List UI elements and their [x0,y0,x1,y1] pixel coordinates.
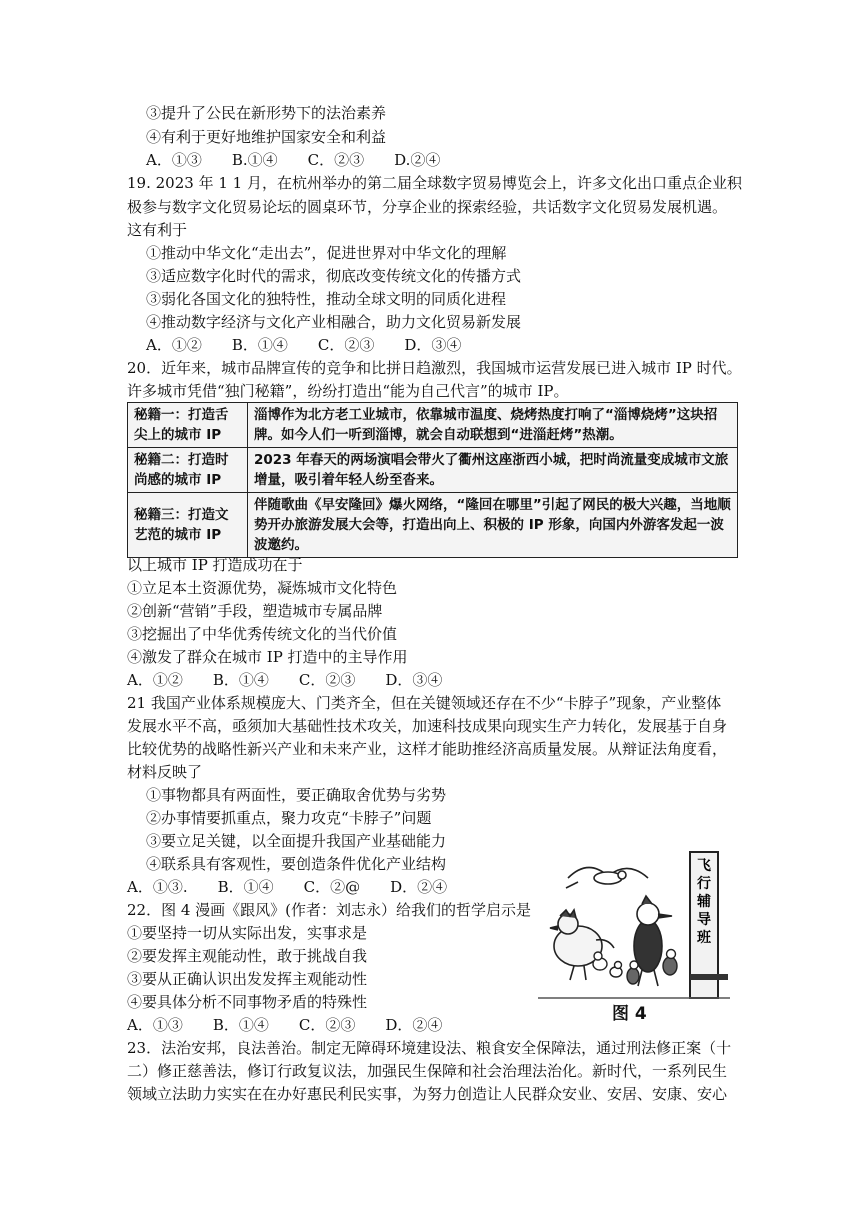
table-key-cell: 秘籍三：打造文艺范的城市 IP [128,493,248,558]
q19-item-3: ③弱化各国文化的独特性，推动全球文明的同质化进程 [146,290,507,308]
q18-options: A．①③ B.①④ C．②③ D.②④ [146,151,441,169]
q23-stem-line-1: 23．法治安邦，良法善治。制定无障碍环境建设法、粮食安全保障法，通过刑法修正案（十 [127,1039,732,1057]
table-value-cell: 淄博作为北方老工业城市，依靠城市温度、烧烤热度打响了“淄博烧烤”这块招牌。如今人们一听到淄博，就会自动联想到“进淄赶烤”热潮。 [248,403,738,448]
table-key-cell: 秘籍二：打造时尚感的城市 IP [128,448,248,493]
q21-stem-line-2: 发展水平不高，亟须加大基础性技术攻关，加速科技成果向现实生产力转化，发展基于自身 [127,717,728,735]
q21-item-2: ②办事情要抓重点，聚力攻克“卡脖子”问题 [146,809,432,827]
flying-bird-icon [566,867,648,888]
chick-icon [593,952,622,977]
table-row [128,403,738,448]
q21-stem-line-4: 材料反映了 [127,763,203,781]
q19-stem-line-2: 极参与数字文化贸易论坛的圆桌环节，分享企业的探索经验，共话数字文化贸易发展机遇。 [127,198,728,216]
q22-options: A．①③ B．①④ C．②③ D．②④ [127,1016,443,1034]
q21-options: A．①③. B．①④ C．②@ D．②④ [127,878,448,896]
q22-stem: 22．图 4 漫画《跟风》(作者：刘志永）给我们的哲学启示是 [127,901,532,919]
q19-item-4: ④推动数字经济与文化产业相融合，助力文化贸易新发展 [146,313,522,331]
q21-item-3: ③要立足关键，以全面提升我国产业基础能力 [146,832,447,850]
table-key-cell: 秘籍一：打造舌尖上的城市 IP [128,403,248,448]
q20-item-2: ②创新“营销”手段，塑造城市专属品牌 [127,602,383,620]
q20-stem-line-2: 许多城市凭借“独门秘籍”，纷纷打造出“能为自己代言”的城市 IP。 [127,382,569,400]
q23-stem-line-3: 领域立法助力实实在在办好惠民利民实事，为努力创造让人民群众安业、安居、安康、安心 [127,1085,728,1103]
q23-stem-line-2: 二）修正慈善法，修订行政复议法，加强民生保障和社会治理法治化。新时代，一系列民生 [127,1062,728,1080]
table-value-cell: 伴随歌曲《早安隆回》爆火网络，“隆回在哪里”引起了网民的极大兴趣，当地顺势开办旅游发展大会等，打造出向上、积极的 IP 形象，向国内外游客发起一波波邀约。 [248,493,738,558]
q22-item-2: ②要发挥主观能动性，敢于挑战自我 [127,947,368,965]
q21-stem-line-3: 比较优势的战略性新兴产业和未来产业，这样才能助推经济高质量发展。从辩证法角度看， [127,740,728,758]
city-ip-table [127,402,738,558]
q19-item-1: ①推动中华文化“走出去”，促进世界对中华文化的理解 [146,244,507,262]
q20-options: A．①② B．①④ C．②③ D．③④ [127,671,443,689]
table-value-cell: 2023 年春天的两场演唱会带火了衢州这座浙西小城，把时尚流量变成城市文旅增量，吸引着年轻人纷至沓来。 [248,448,738,493]
q19-stem-line-3: 这有利于 [127,221,188,239]
q22-item-1: ①要坚持一切从实际出发，实事求是 [127,924,368,942]
sign-base [690,974,728,980]
q20-item-1: ①立足本土资源优势，凝炼城市文化特色 [127,579,398,597]
q18-item-3: ③提升了公民在新形势下的法治素养 [146,104,387,122]
q21-stem-line-1: 21 我国产业体系规模庞大、门类齐全，但在关键领域还存在不少“卡脖子”现象，产业整体 [127,694,722,712]
sign-char: 飞行辅导班 [697,858,711,946]
q22-item-3: ③要从正确认识出发发挥主观能动性 [127,970,368,988]
q21-item-1: ①事物都具有两面性，要正确取舍优势与劣势 [146,786,447,804]
figure-caption: 图 4 [612,1004,647,1024]
q20-item-3: ③挖掘出了中华优秀传统文化的当代价值 [127,625,398,643]
q18-item-4: ④有利于更好地维护国家安全和利益 [146,128,387,146]
q22-item-4: ④要具体分析不同事物矛盾的特殊性 [127,993,368,1011]
q19-options: A．①② B．①④ C．②③ D．③④ [146,336,462,354]
table-row [128,493,738,558]
q21-item-4: ④联系具有客观性，要创造条件优化产业结构 [146,855,447,873]
q20-stem-line-1: 20．近年来，城市品牌宣传的竞争和比拼日趋激烈，我国城市运营发展已进入城市 IP 时代。 [127,359,742,377]
q20-lead: 以上城市 IP 打造成功在于 [127,556,303,574]
q19-item-2: ③适应数字化时代的需求，彻底改变传统文化的传播方式 [146,267,522,285]
q19-stem-line-1: 19. 2023 年 1 1 月，在杭州举办的第二届全球数字贸易博览会上，许多文化出口重点企业积 [127,174,742,192]
cartoon-figure-4 [538,848,730,1012]
q20-item-4: ④激发了群众在城市 IP 打造中的主导作用 [127,648,408,666]
table-row [128,448,738,493]
